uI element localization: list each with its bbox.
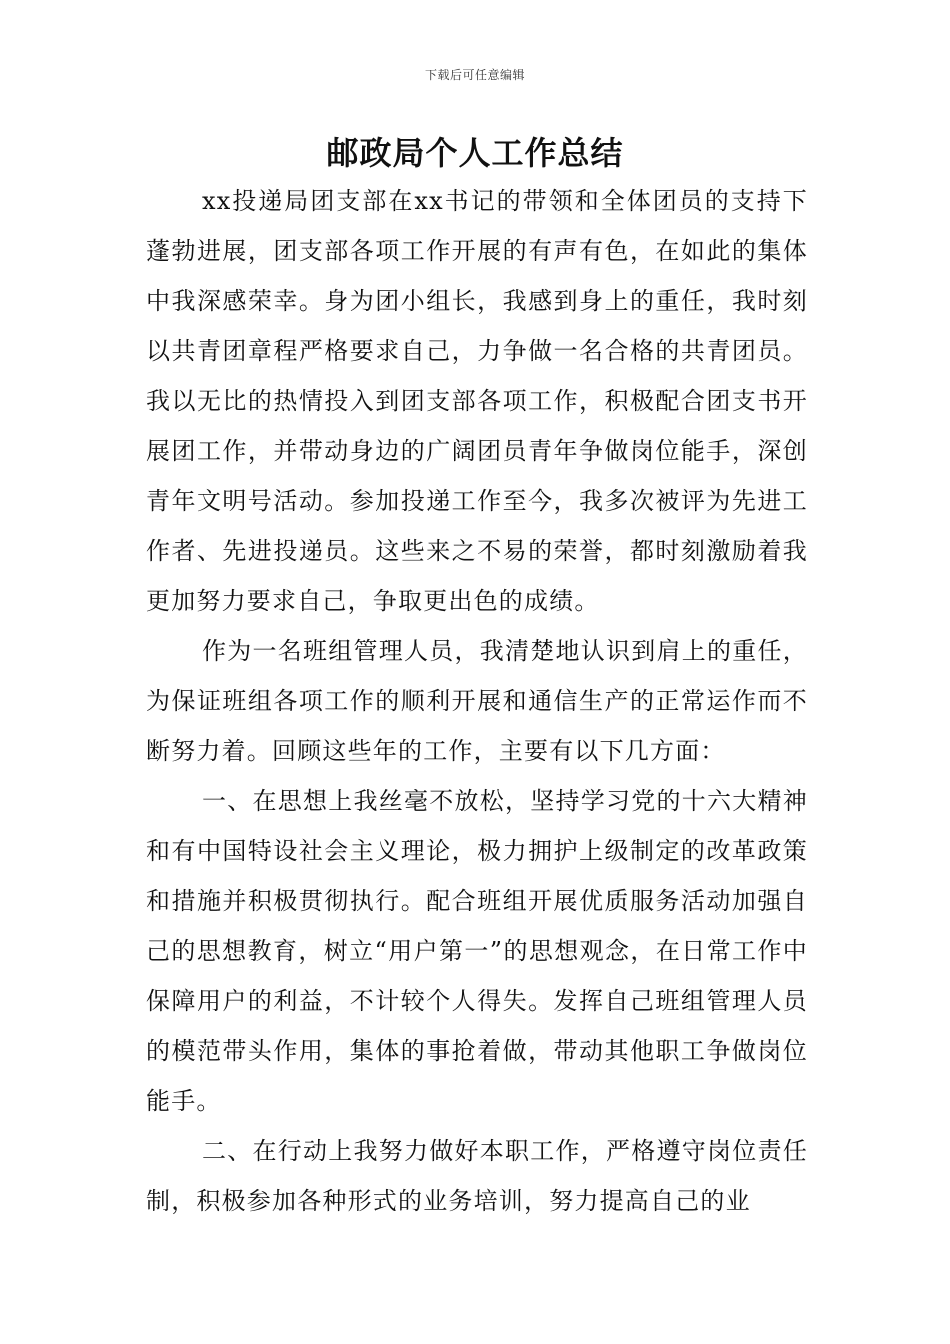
paragraph-2: 作为一名班组管理人员，我清楚地认识到肩上的重任，为保证班组各项工作的顺利开展和通信生产的正常运作而不断努力着。回顾这些年的工作，主要有以下几方面： [146, 637, 808, 765]
header-note: 下载后可任意编辑 [424, 68, 525, 82]
paragraph-1: xx投递局团支部在xx书记的带领和全体团员的支持下蓬勃进展，团支部各项工作开展的有声有色，在如此的集体中我深感荣幸。身为团小组长，我感到身上的重任，我时刻以共青团章程严格要求自己，力争做一名合格的共青团员。我以无比的热情投入到团支部各项工作，积极配合团支书开展团工作，并带动身边的广阔团员青年争做岗位能手，深创青年文明号活动。参加投递工作至今，我多次被评为先进工作者、先进投递员。这些来之不易的荣誉，都时刻激励着我更加努力要求自己，争取更出色的成绩。 [146, 187, 808, 615]
document-title: 邮政局个人工作总结 [326, 134, 624, 172]
paragraph-3: 一、在思想上我丝毫不放松，坚持学习党的十六大精神和有中国特设社会主义理论，极力拥护上级制定的改革政策和措施并积极贯彻执行。配合班组开展优质服务活动加强自己的思想教育，树立“用户第一”的思想观念，在日常工作中保障用户的利益，不计较个人得失。发挥自己班组管理人员的模范带头作用，集体的事抢着做，带动其他职工争做岗位能手。 [146, 787, 808, 1115]
paragraph-4: 二、在行动上我努力做好本职工作，严格遵守岗位责任制，积极参加各种形式的业务培训，努力提高自己的业 [146, 1137, 808, 1215]
document-body [146, 176, 808, 1226]
